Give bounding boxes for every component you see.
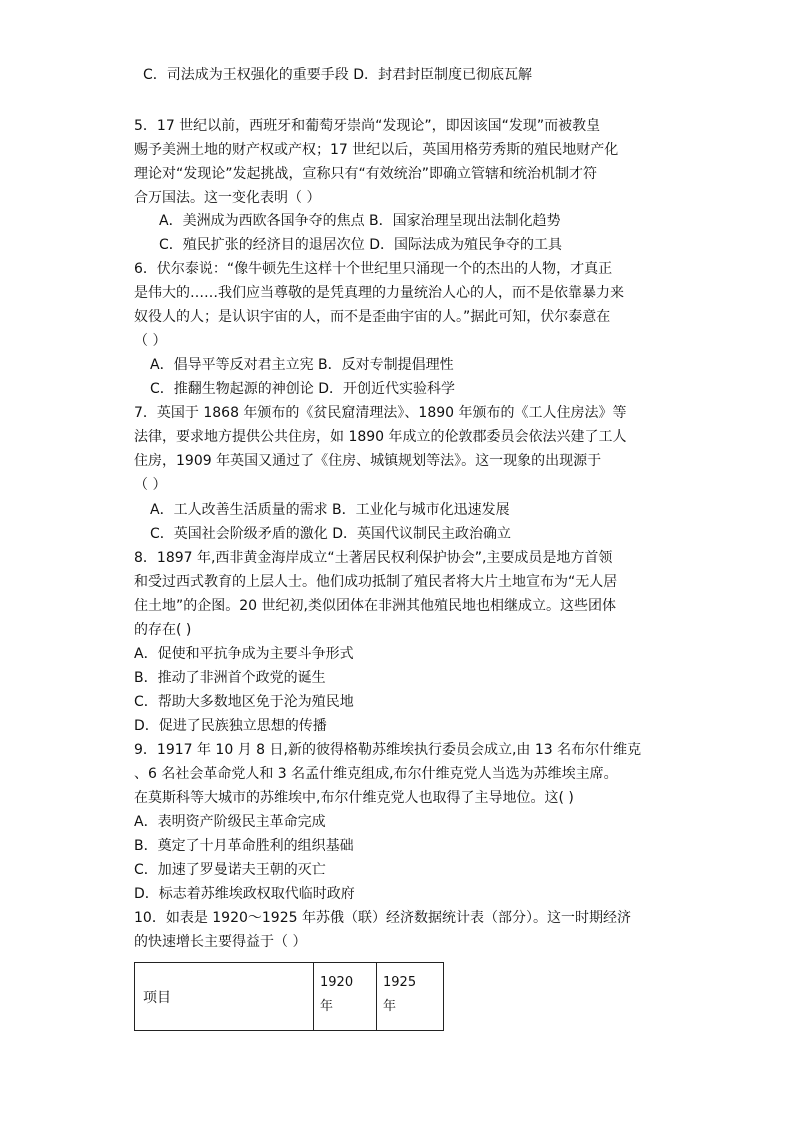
text-line: 在莫斯科等大城市的苏维埃中,布尔什维克党人也取得了主导地位。这( ): [134, 790, 574, 806]
text-line: A．促使和平抗争成为主要斗争形式: [134, 646, 354, 662]
text-line: 住土地”的企图。20 世纪初,类似团体在非洲其他殖民地也相继成立。这些团体: [134, 598, 616, 614]
text-line: 5．17 世纪以前，西班牙和葡萄牙崇尚“发现论”，即因该国“发现”而被教皇: [134, 118, 601, 134]
data-table: [134, 962, 444, 1031]
text-line: 理论对“发现论”发起挑战，宣称只有“有效统治”即确立管辖和统治机制才符: [134, 166, 598, 182]
text-line: 7．英国于 1868 年颁布的《贫民窟清理法》、1890 年颁布的《工人住房法》等: [134, 405, 627, 421]
text-line: 法律，要求地方提供公共住房，如 1890 年成立的伦敦郡委员会依法兴建了工人: [134, 429, 627, 445]
table-year-label: 1925: [383, 975, 417, 990]
text-line: C．殖民扩张的经济目的退居次位 D．国际法成为殖民争夺的工具: [159, 237, 563, 253]
text-line: 住房，1909 年英国又通过了《住房、城镇规划等法》。这一现象的出现源于: [134, 453, 602, 469]
table-year-label: 1920: [320, 975, 354, 990]
text-line: 的存在( ): [134, 622, 192, 638]
text-line: 是伟大的……我们应当尊敬的是凭真理的力量统治人心的人，而不是依靠暴力来: [134, 285, 624, 301]
text-line: （ ）: [134, 333, 167, 349]
table-year-unit: 年: [320, 999, 334, 1014]
text-line: A．倡导平等反对君主立宪 B．反对专制提倡理性: [150, 357, 454, 373]
text-line: 和受过西式教育的上层人士。他们成功抵制了殖民者将大片土地宣布为“无人居: [134, 574, 618, 590]
text-line: 、6 名社会革命党人和 3 名孟什维克组成,布尔什维克党人当选为苏维埃主席。: [134, 766, 618, 782]
text-line: C．英国社会阶级矛盾的激化 D．英国代议制民主政治确立: [150, 526, 512, 542]
text-line: 奴役人的人；是认识宇宙的人，而不是歪曲宇宙的人。”据此可知，伏尔泰意在: [134, 309, 611, 325]
text-line: C．司法成为王权强化的重要手段 D．封君封臣制度已彻底瓦解: [143, 67, 533, 83]
text-line: 赐予美洲土地的财产权或产权；17 世纪以后，英国用格劳秀斯的殖民地财产化: [134, 142, 619, 158]
text-line: 6．伏尔泰说：“像牛顿先生这样十个世纪里只涌现一个的杰出的人物，才真正: [134, 261, 613, 277]
table-year-unit: 年: [383, 999, 397, 1014]
text-line: A．美洲成为西欧各国争夺的焦点 B．国家治理呈现出法制化趋势: [159, 213, 561, 229]
text-line: D．促进了民族独立思想的传播: [134, 718, 327, 734]
table-cell-item: [135, 963, 314, 1031]
text-line: 9．1917 年 10 月 8 日,新的彼得格勒苏维埃执行委员会成立,由 13 名布尔什维克: [134, 742, 642, 758]
table-row: [135, 963, 444, 1031]
text-line: C．推翻生物起源的神创论 D．开创近代实验科学: [150, 381, 456, 397]
text-line: C．帮助大多数地区免于沦为殖民地: [134, 694, 354, 710]
text-line: 的快速增长主要得益于（ ）: [134, 934, 307, 950]
text-line: D．标志着苏维埃政权取代临时政府: [134, 886, 355, 902]
table-cell-1920: [314, 963, 377, 1031]
table-header-label: 项目: [143, 989, 171, 1006]
text-line: A．工人改善生活质量的需求 B．工业化与城市化迅速发展: [150, 502, 510, 518]
text-line: 合万国法。这一变化表明（ ）: [134, 190, 321, 206]
text-line: 10．如表是 1920～1925 年苏俄（联）经济数据统计表（部分）。这一时期经济: [134, 910, 631, 926]
text-line: B．推动了非洲首个政党的诞生: [134, 670, 326, 686]
text-line: （ ）: [134, 477, 167, 493]
text-line: A．表明资产阶级民主革命完成: [134, 814, 326, 830]
text-line: C．加速了罗曼诺夫王朝的灭亡: [134, 862, 326, 878]
text-line: B．奠定了十月革命胜利的组织基础: [134, 838, 354, 854]
table-cell-1925: [377, 963, 444, 1031]
text-line: 8．1897 年,西非黄金海岸成立“土著居民权利保护协会”,主要成员是地方首领: [134, 550, 613, 566]
